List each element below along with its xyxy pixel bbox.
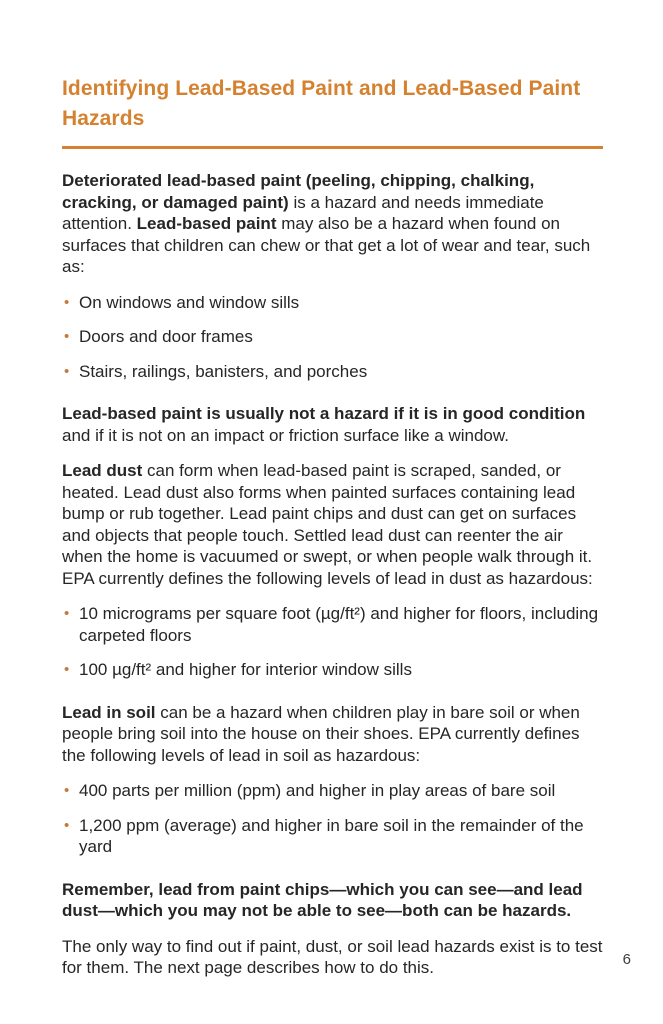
title-divider — [62, 146, 603, 149]
body-text: can form when lead-based paint is scraped, sanded, or heated. Lead dust also forms when painted surfaces containing lead bump or rub together. Lead paint chips and dust can get on surfaces and objects that people touch. Settled lead dust can reenter the air when the home is vacuumed or swept, or when people walk through it. EPA currently defines the following levels of lead in dust as hazardous: — [62, 461, 593, 588]
bold-text: Lead-based paint is usually not a hazard if it is in good condition — [62, 404, 586, 423]
body-text: is a hazard and needs immediate attention. — [62, 192, 544, 233]
paragraph-remember — [62, 879, 603, 922]
paragraph-lead-dust — [62, 460, 603, 589]
bold-text: Lead dust — [62, 461, 143, 480]
list-item — [62, 326, 603, 348]
paragraph-closing — [62, 936, 603, 979]
bold-text: Lead in soil — [62, 702, 156, 722]
list-item-text: Stairs, railings, banisters, and porches — [79, 361, 368, 381]
dust-bullet-list — [62, 603, 603, 681]
list-item — [62, 815, 603, 858]
body-text: can be a hazard when children play in bare soil or when people bring soil into the house on their shoes. EPA currently defines the following levels of lead in soil as hazardous: — [62, 702, 580, 765]
list-item-text: On windows and window sills — [79, 292, 300, 312]
bold-text: Lead-based paint — [136, 214, 277, 233]
soil-bullet-list — [62, 780, 603, 858]
list-item — [62, 659, 603, 681]
paragraph-lead-soil — [62, 702, 603, 767]
body-text: The only way to find out if paint, dust, or soil lead hazards exist is to test for them. The next page describes how to do this. — [62, 936, 603, 977]
bold-text: Deteriorated lead-based paint (peeling, chipping, chalking, cracking, or damaged paint) — [62, 171, 535, 212]
bold-text: Remember, lead from paint chips—which you can see—and lead dust—which you may not be able to see—both can be hazards. — [62, 879, 583, 920]
paragraph-deteriorated-paint — [62, 170, 603, 278]
list-item-text: 1,200 ppm (average) and higher in bare soil in the remainder of the yard — [79, 815, 584, 856]
list-item — [62, 603, 603, 646]
paragraph-good-condition — [62, 403, 603, 446]
list-item — [62, 292, 603, 314]
surface-bullet-list — [62, 292, 603, 383]
page-title: Identifying Lead-Based Paint and Lead-Based Paint Hazards — [62, 77, 581, 130]
list-item-text: 400 parts per million (ppm) and higher in play areas of bare soil — [79, 781, 556, 800]
list-item — [62, 361, 603, 383]
list-item-text: Doors and door frames — [79, 327, 253, 346]
page-number: 6 — [622, 951, 631, 968]
list-item-text: 100 µg/ft² and higher for interior window sills — [79, 660, 412, 679]
body-text: may also be a hazard when found on surfaces that children can chew or that get a lot of wear and tear, such as: — [62, 214, 591, 276]
list-item-text: 10 micrograms per square foot (µg/ft²) and higher for floors, including carpeted floors — [79, 604, 599, 645]
body-text: and if it is not on an impact or friction surface like a window. — [62, 425, 509, 445]
list-item — [62, 780, 603, 802]
